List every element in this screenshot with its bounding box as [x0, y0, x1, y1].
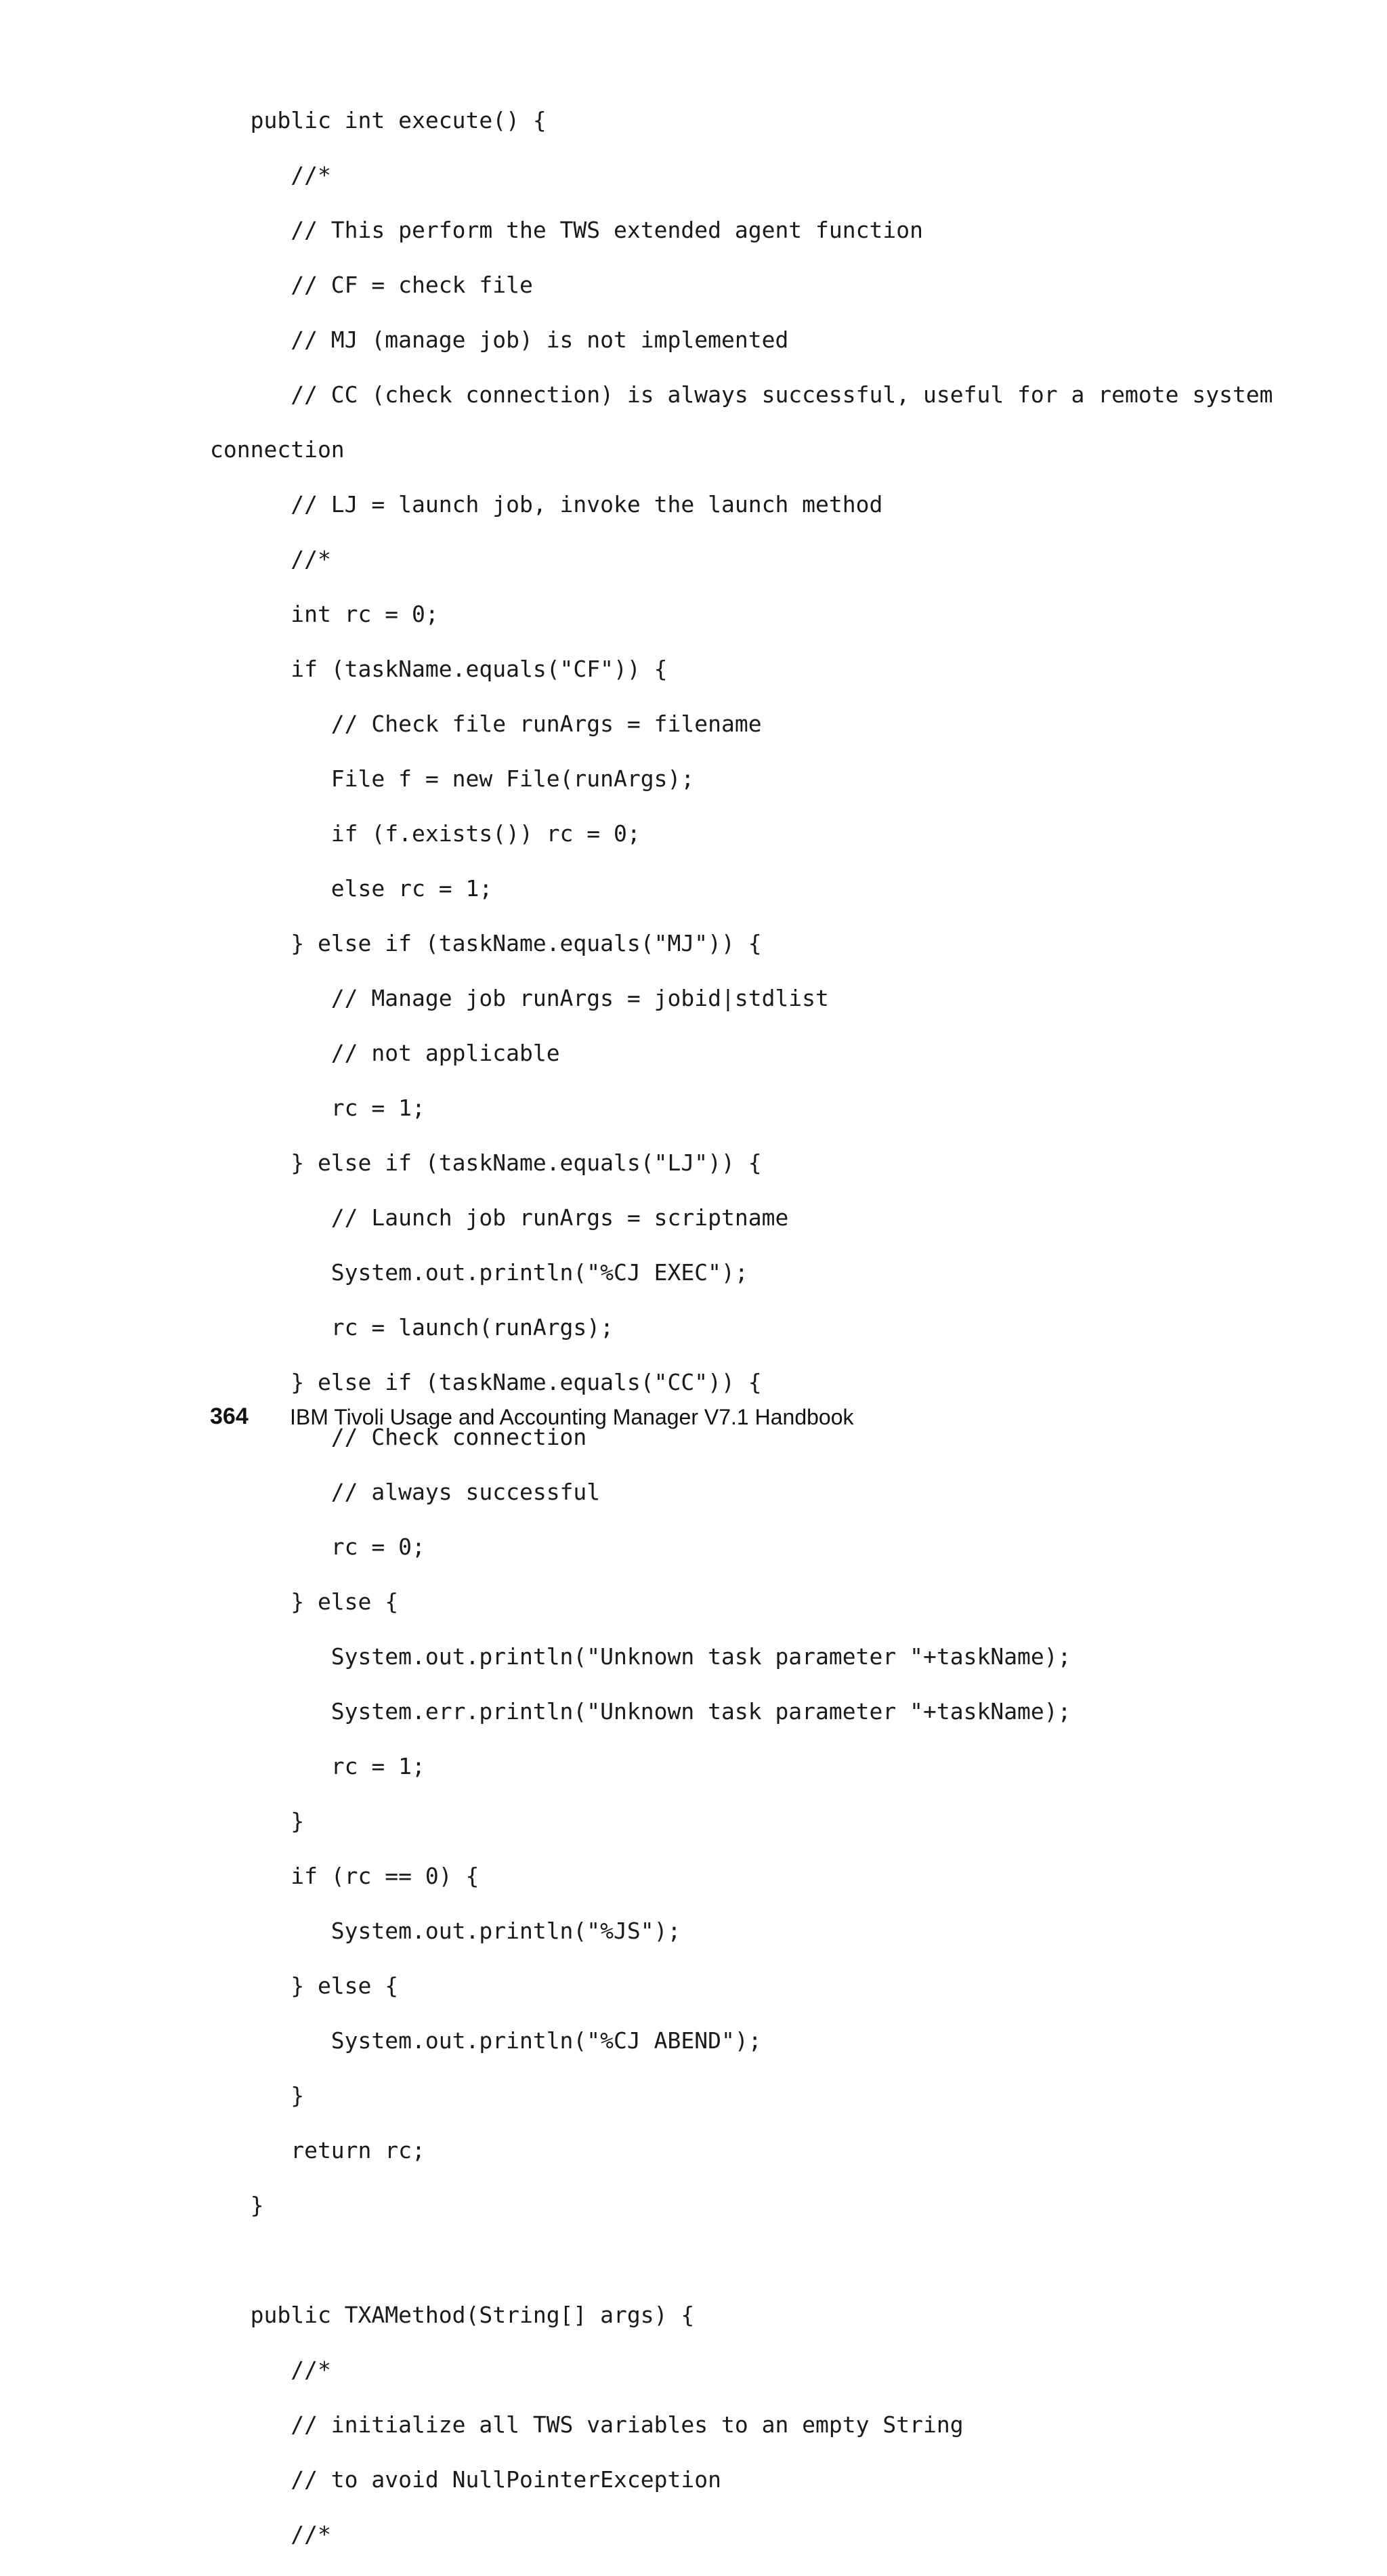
code-line: // This perform the TWS extended agent function [210, 217, 923, 243]
code-line: // not applicable [210, 1040, 560, 1066]
code-line: //* [210, 162, 331, 188]
code-line: } else { [210, 1972, 399, 1999]
code-line: System.out.println("%CJ EXEC"); [210, 1259, 748, 1286]
code-line: } [210, 1808, 305, 1834]
code-line: //* [210, 546, 331, 572]
code-line: public TXAMethod(String[] args) { [210, 2302, 695, 2328]
code-line: System.out.println("%JS"); [210, 1918, 681, 1944]
code-line [210, 2247, 1273, 2275]
code-line: public int execute() { [210, 107, 547, 133]
code-line: // always successful [210, 1479, 601, 1505]
code-line: // Manage job runArgs = jobid|stdlist [210, 985, 829, 1011]
code-line: // Launch job runArgs = scriptname [210, 1204, 789, 1231]
code-line: // CC (check connection) is always successful, useful for a remote system [210, 381, 1273, 408]
code-line: // Check connection [210, 1424, 587, 1450]
code-line: System.out.println("%CJ ABEND"); [210, 2027, 762, 2054]
code-line: // initialize all TWS variables to an empty String [210, 2411, 964, 2438]
book-title: IBM Tivoli Usage and Accounting Manager V7.1 Handbook [290, 1405, 854, 1429]
code-line: // Check file runArgs = filename [210, 711, 762, 737]
code-line: else rc = 1; [210, 875, 493, 902]
code-line: if (rc == 0) { [210, 1863, 479, 1889]
code-line: // CF = check file [210, 272, 533, 298]
code-line: if (taskName.equals("CF")) { [210, 656, 668, 682]
code-line: //* [210, 2521, 331, 2548]
code-line: return rc; [210, 2137, 425, 2163]
code-line: } else if (taskName.equals("MJ")) { [210, 930, 762, 956]
code-line: int rc = 0; [210, 601, 439, 627]
code-line: } [210, 2082, 305, 2109]
page-number: 364 [210, 1403, 249, 1429]
code-line: // to avoid NullPointerException [210, 2466, 721, 2493]
code-line: //* [210, 2357, 331, 2383]
code-listing [210, 107, 1273, 2576]
code-line: connection [210, 436, 345, 463]
code-line: } else { [210, 1588, 399, 1615]
code-line: rc = 1; [210, 1095, 425, 1121]
code-line: } [210, 2192, 264, 2218]
code-line: File f = new File(runArgs); [210, 765, 695, 792]
code-line: // MJ (manage job) is not implemented [210, 326, 789, 353]
code-line: } else if (taskName.equals("CC")) { [210, 1369, 762, 1395]
code-line: rc = 0; [210, 1534, 425, 1560]
code-line: rc = launch(runArgs); [210, 1314, 614, 1340]
code-line: } else if (taskName.equals("LJ")) { [210, 1149, 762, 1176]
code-line: rc = 1; [210, 1753, 425, 1779]
code-line: if (f.exists()) rc = 0; [210, 820, 641, 847]
code-line: // LJ = launch job, invoke the launch method [210, 491, 883, 518]
code-line: System.out.println("Unknown task parameter "+taskName); [210, 1643, 1071, 1670]
code-line: System.err.println("Unknown task parameter "+taskName); [210, 1698, 1071, 1725]
